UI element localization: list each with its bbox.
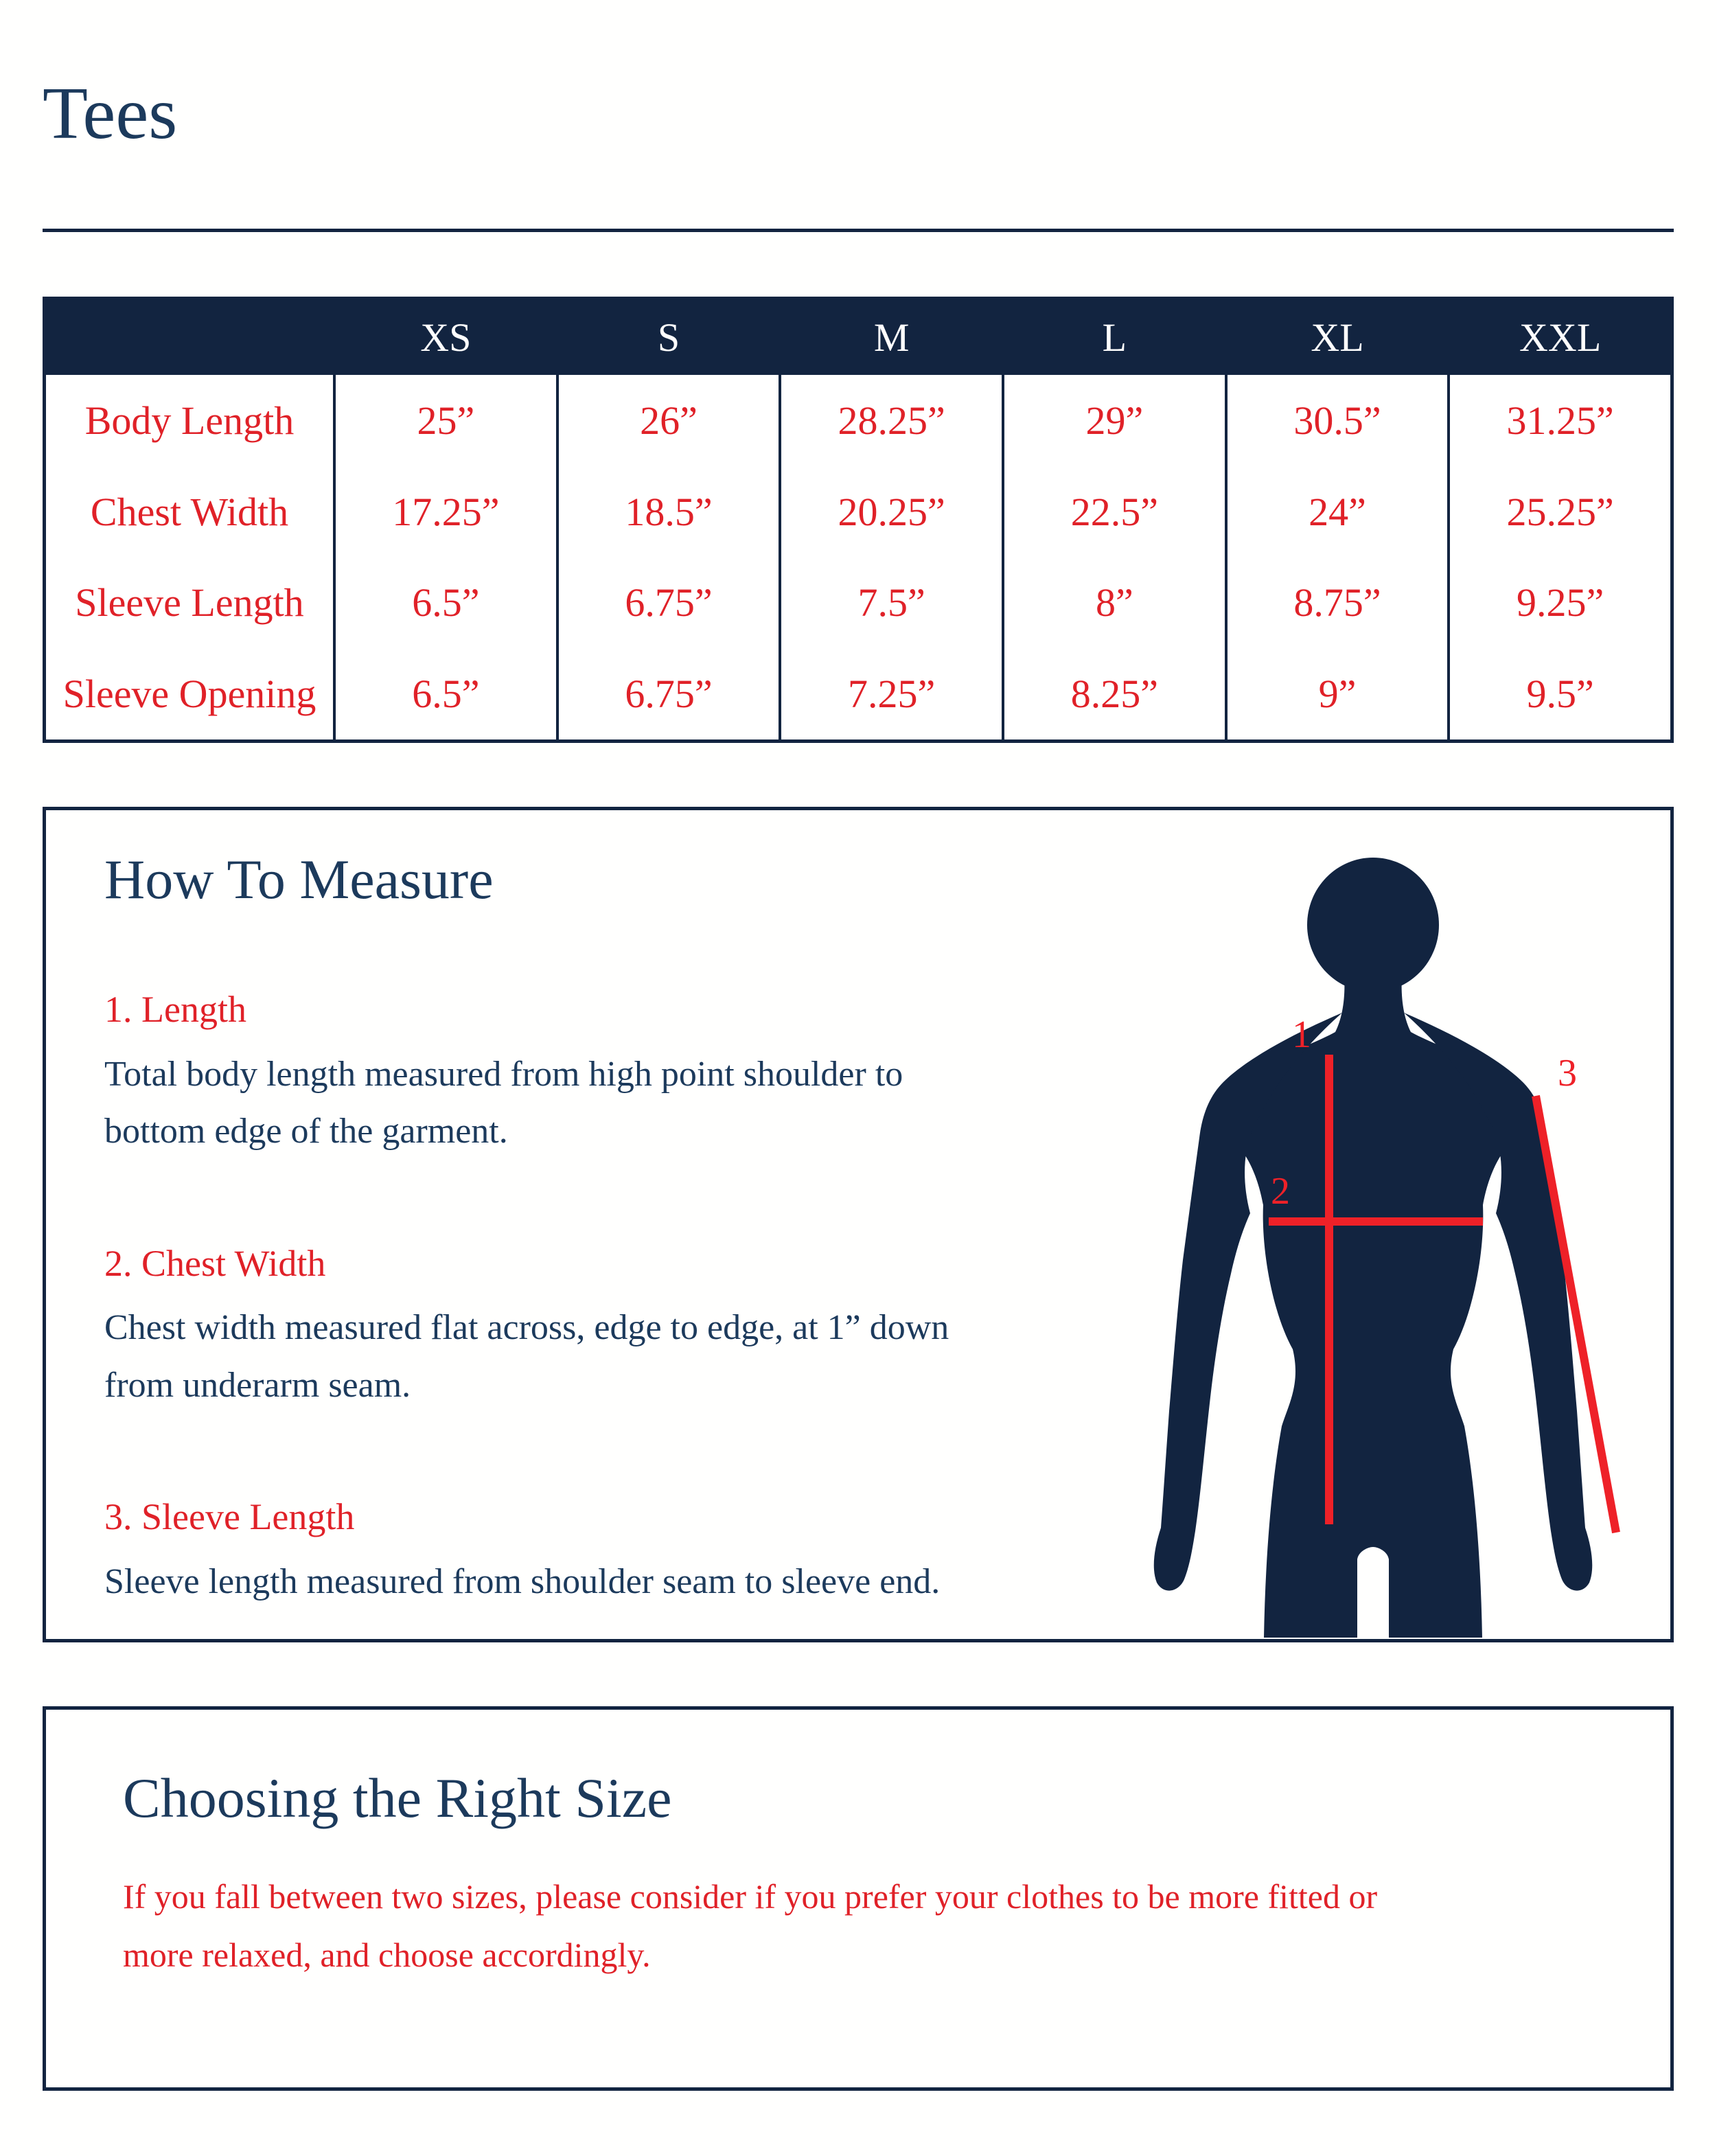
table-value: 9.5” (1447, 648, 1670, 739)
table-value: 24” (1225, 466, 1448, 558)
choosing-size-section (43, 1706, 1674, 2091)
diagram-label-3: 3 (1558, 1052, 1577, 1094)
table-value: 31.25” (1447, 375, 1670, 466)
table-value: 8.75” (1225, 558, 1448, 649)
table-value: 22.5” (1002, 466, 1225, 558)
row-label-sleeve-opening: Sleeve Opening (62, 672, 316, 717)
table-value: 25” (333, 375, 556, 466)
measure-item-title: 1. Length (104, 989, 246, 1031)
table-value: 20.25” (779, 466, 1002, 558)
table-value: 18.5” (556, 466, 779, 558)
size-chart-table (43, 297, 1674, 743)
table-value: 6.75” (556, 648, 779, 739)
body-silhouette-illustration (1136, 841, 1661, 1638)
table-value: 7.5” (779, 558, 1002, 649)
table-value: 25.25” (1447, 466, 1670, 558)
row-label-chest-width: Chest Width (90, 489, 289, 534)
description-line: Chest width measured flat across, edge to edge, at 1” down (104, 1308, 949, 1348)
description-line: Sleeve length measured from shoulder seam to sleeve end. (104, 1561, 941, 1601)
measurement-diagram (1136, 841, 1661, 1638)
table-value: 8” (1002, 558, 1225, 649)
silhouette-head (1307, 858, 1439, 992)
measure-item-description (104, 1046, 1134, 1160)
table-value: 6.5” (333, 648, 556, 739)
table-value: 30.5” (1225, 375, 1448, 466)
table-value: 6.5” (333, 558, 556, 649)
measure-item-description (104, 1299, 1134, 1413)
measure-item-sleeve-length (104, 1495, 1134, 1610)
column-header-s: S (556, 300, 779, 375)
row-label-body-length: Body Length (84, 398, 295, 443)
table-value: 9.25” (1447, 558, 1670, 649)
table-value: 7.25” (779, 648, 1002, 739)
table-value: 6.75” (556, 558, 779, 649)
table-value: 8.25” (1002, 648, 1225, 739)
table-value: 17.25” (333, 466, 556, 558)
choosing-size-text (123, 1868, 1670, 1984)
choosing-text-line: If you fall between two sizes, please consider if you prefer your clothes to be more fitted or (123, 1877, 1378, 1916)
description-line: from underarm seam. (104, 1365, 411, 1405)
measure-item-chest-width (104, 1241, 1134, 1414)
diagram-label-1: 1 (1292, 1013, 1311, 1056)
how-to-measure-heading: How To Measure (104, 848, 494, 910)
page-title: Tees (43, 73, 178, 154)
column-header-xl: XL (1225, 300, 1448, 375)
row-label-sleeve-length: Sleeve Length (75, 580, 304, 626)
table-corner-cell (46, 300, 333, 375)
description-line: bottom edge of the garment. (104, 1112, 508, 1151)
choosing-size-heading: Choosing the Right Size (123, 1767, 672, 1829)
column-header-xs: XS (333, 300, 556, 375)
diagram-label-2: 2 (1271, 1170, 1290, 1213)
column-header-l: L (1002, 300, 1225, 375)
measure-item-title: 3. Sleeve Length (104, 1495, 355, 1537)
title-divider (43, 229, 1674, 232)
measure-item-length (104, 987, 1134, 1160)
table-value: 28.25” (779, 375, 1002, 466)
table-value: 26” (556, 375, 779, 466)
column-header-xxl: XXL (1447, 300, 1670, 375)
table-value: 29” (1002, 375, 1225, 466)
column-header-m: M (779, 300, 1002, 375)
table-value: 9” (1225, 648, 1448, 739)
choosing-text-line: more relaxed, and choose accordingly. (123, 1936, 651, 1975)
measure-item-description (104, 1553, 1134, 1610)
measure-item-title: 2. Chest Width (104, 1242, 326, 1284)
description-line: Total body length measured from high point shoulder to (104, 1055, 903, 1094)
